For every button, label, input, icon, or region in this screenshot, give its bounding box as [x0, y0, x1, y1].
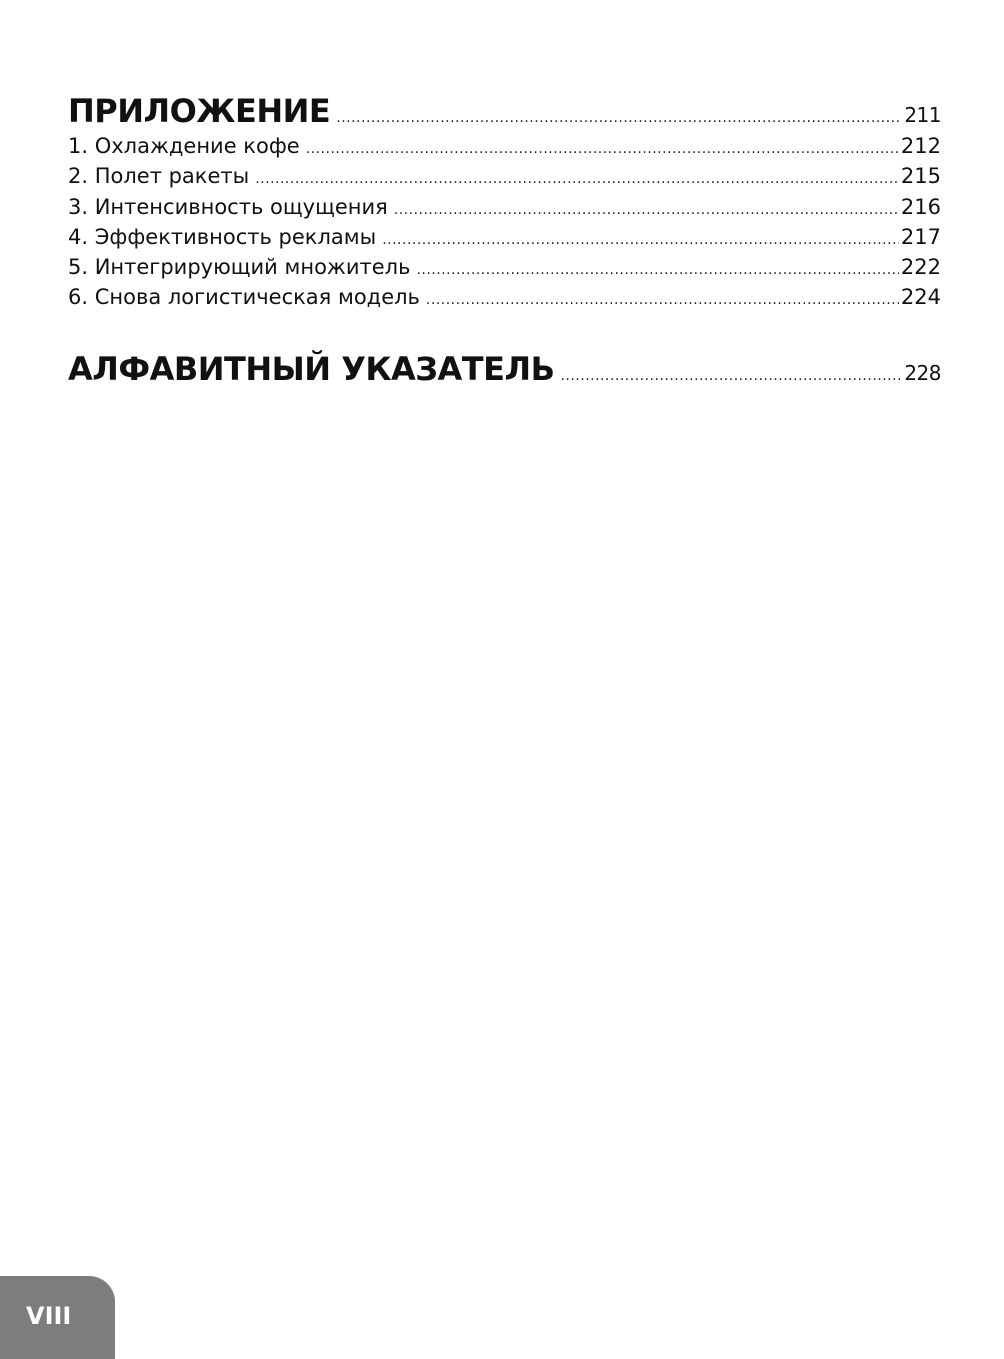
- page-number: 222: [900, 255, 941, 280]
- page-number: 215: [900, 164, 941, 189]
- appendix-section: [68, 92, 941, 316]
- section-title: ПРИЛОЖЕНИЕ: [68, 92, 331, 130]
- toc-entry[interactable]: [68, 285, 941, 315]
- page-number-label: VIII: [26, 1302, 72, 1330]
- page-number-tab: [0, 1276, 115, 1359]
- toc-entry[interactable]: [68, 164, 941, 194]
- entry-title: 1. Охлаждение кофе: [68, 134, 300, 158]
- dot-leader: [336, 110, 902, 126]
- toc-heading-index[interactable]: [68, 350, 941, 392]
- page-number: 212: [900, 134, 941, 158]
- dot-leader: [382, 232, 899, 248]
- dot-leader: [560, 368, 902, 384]
- entry-title: 2. Полет ракеты: [68, 164, 250, 189]
- entry-title: 3. Интенсивность ощущения: [68, 194, 388, 219]
- dot-leader: [426, 292, 899, 308]
- entry-title: 5. Интегрирующий множитель: [68, 255, 411, 280]
- page-number: 211: [904, 103, 941, 127]
- toc-entry[interactable]: [68, 255, 941, 285]
- entry-title: 4. Эффективность рекламы: [68, 224, 377, 249]
- toc-entry[interactable]: [68, 195, 941, 225]
- index-section: [68, 350, 941, 392]
- section-title: АЛФАВИТНЫЙ УКАЗАТЕЛЬ: [68, 350, 555, 388]
- page-number: 224: [900, 285, 941, 310]
- page-number: 216: [900, 194, 941, 219]
- page-number: 217: [900, 224, 941, 249]
- dot-leader: [306, 141, 899, 157]
- dot-leader: [255, 171, 899, 187]
- toc-heading-appendix[interactable]: [68, 92, 941, 134]
- entry-title: 6. Снова логистическая модель: [68, 285, 420, 310]
- dot-leader: [416, 262, 898, 278]
- toc-entry[interactable]: [68, 225, 941, 255]
- toc-entry[interactable]: [68, 134, 941, 164]
- dot-leader: [394, 202, 899, 218]
- page-number: 228: [904, 361, 941, 385]
